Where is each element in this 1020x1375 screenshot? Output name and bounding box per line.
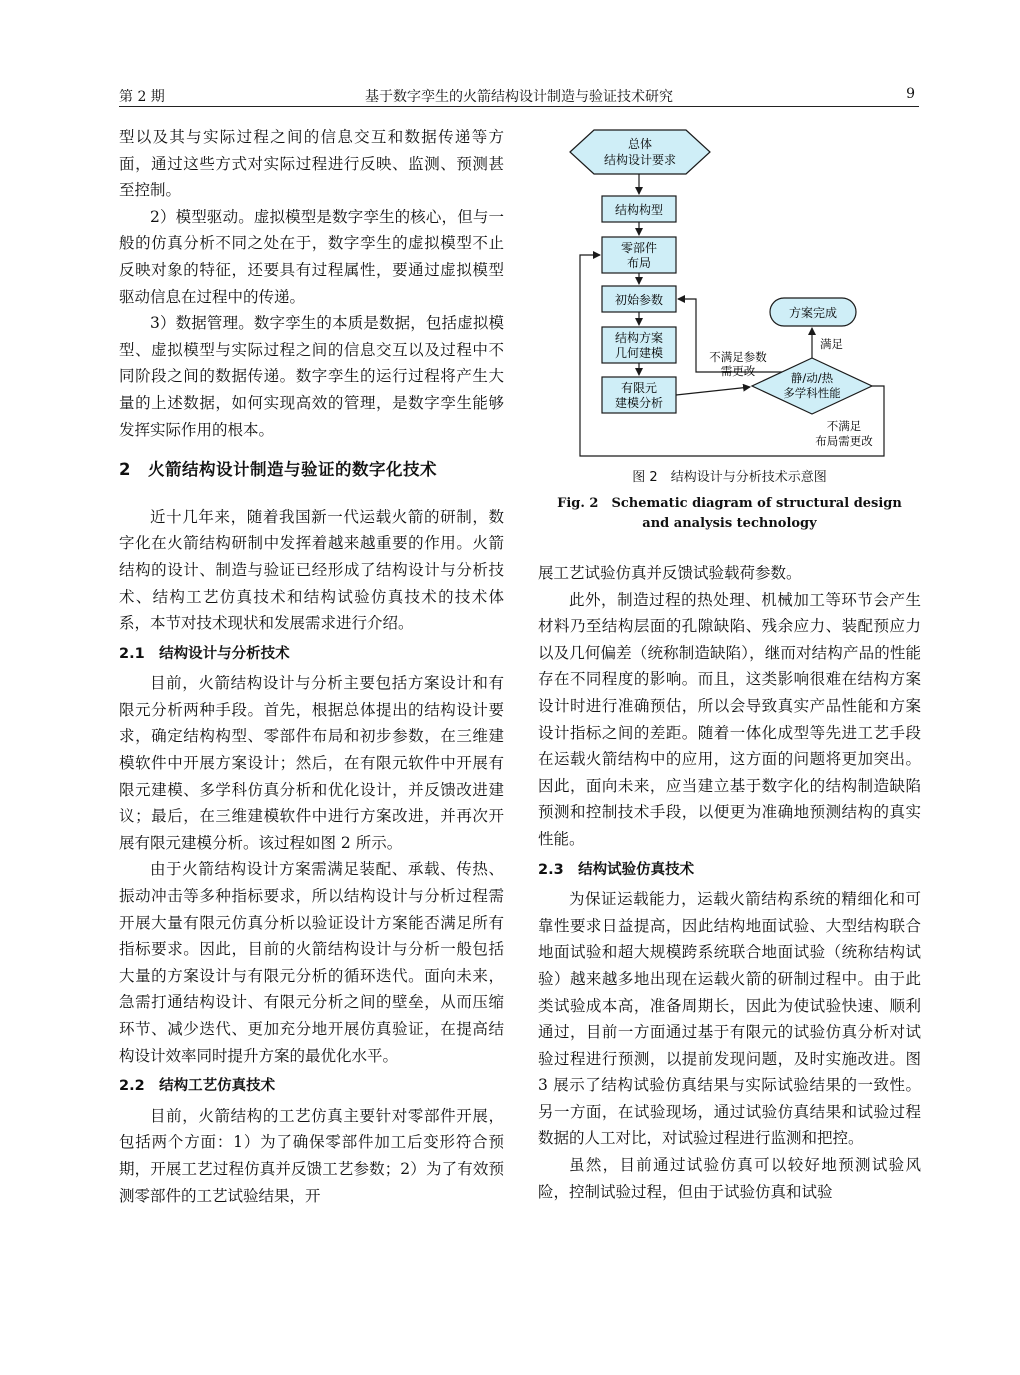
edge-label-fail-param-2: 需更改 [720, 364, 756, 378]
edge-label-fail-layout-2: 布局需更改 [815, 434, 873, 448]
flow-node-parts-line1: 零部件 [620, 241, 658, 255]
paragraph: 目前，火箭结构的工艺仿真主要针对零部件开展，包括两个方面：1）为了确保零部件加工后变形符合预期，开展工艺过程仿真并反馈工艺参数；2）为了有效预测零部件的工艺试验结果，开 [119, 1106, 504, 1205]
flow-node-config-label: 结构构型 [614, 203, 664, 217]
subsection-heading: 2.1 结构设计与分析技术 [119, 645, 290, 662]
paragraph: 为保证运载能力，运载火箭结构系统的精细化和可靠性要求日益提高，因此结构地面试验、大型结构联合地面试验和超大规模跨系统联合地面试验（统称结构试验）越来越多地出现在运载火箭的研制过程中。由于此类试验成本高，准备周期长，因此为使试验快速、顺利通过，目前一方面通过基于有限元的试验仿真分析对试验过程进行预测，以提前发现问题，及时实施改进。图 3 展示了结构试验仿真结果与实际试验结果的一致性。另一方面，在试验现场，通过试验仿真结果和试验过程数据的人工对比，对试验过程进行监测和把控。 [538, 890, 921, 1148]
flow-node-fem-line1: 有限元 [620, 381, 658, 395]
figure-caption-en-line2: and analysis technology [642, 516, 817, 531]
running-title: 基于数字孪生的火箭结构设计制造与验证技术研究 [365, 89, 673, 105]
figure-caption-cn: 图 2 结构设计与分析技术示意图 [632, 470, 827, 485]
issue-number: 第 2 期 [119, 89, 165, 105]
paragraph: 近十几年来，随着我国新一代运载火箭的研制，数字化在火箭结构研制中发挥着越来越重要的作用。火箭结构的设计、制造与验证已经形成了结构设计与分析技术、结构工艺仿真技术和结构试验仿真技术的技术体系，本节对技术现状和发展需求进行介绍。 [119, 507, 504, 633]
page-number: 9 [906, 86, 915, 102]
flow-node-check-line2: 多学科性能 [783, 386, 841, 400]
paragraph: 由于火箭结构设计方案需满足装配、承载、传热、振动冲击等多种指标要求，所以结构设计与分析过程需开展大量有限元仿真分析以验证设计方案能否满足所有指标要求。因此，目前的火箭结构设计与分析一般包括大量的方案设计与有限元分析的循环迭代。面向未来，急需打通结构设计、有限元分析之间的壁垒，从而压缩环节、减少迭代、更加充分地开展仿真验证，在提高结构设计效率同时提升方案的最优化水平。 [119, 860, 504, 1065]
paragraph: 此外，制造过程的热处理、机械加工等环节会产生材料乃至结构层面的孔隙缺陷、残余应力、装配预应力以及几何偏差（统称制造缺陷），继而对结构产品的性能存在不同程度的影响。而且，这类影响很难在结构方案设计时进行准确预估，所以会导致真实产品性能和方案设计指标之间的差距。随着一体化成型等先进工艺手段在运载火箭结构中的应用，这方面的问题将更加突出。因此，面向未来，应当建立基于数字化的结构制造缺陷预测和控制技术手段，以便更为准确地预测结构的真实性能。 [538, 590, 921, 848]
paragraph: 2）模型驱动。虚拟模型是数字孪生的核心，但与一般的仿真分析不同之处在于，数字孪生的虚拟模型不止反映对象的特征，还要具有过程属性，要通过虚拟模型驱动信息在过程中的传递。 [119, 207, 504, 306]
paragraph: 型以及其与实际过程之间的信息交互和数据传递等方面，通过这些方式对实际过程进行反映、监测、预测甚至控制。 [119, 128, 504, 200]
figure-caption-en-line1: Fig. 2 Schematic diagram of structural design [557, 496, 902, 511]
flow-node-check-line1: 静/动/热 [790, 371, 834, 385]
subsection-heading: 2.2 结构工艺仿真技术 [119, 1078, 276, 1095]
flow-node-fem-line2: 建模分析 [614, 396, 664, 410]
subsection-heading: 2.3 结构试验仿真技术 [538, 861, 695, 878]
paragraph: 展工艺试验仿真并反馈试验载荷参数。 [538, 564, 802, 582]
flow-node-parts-line2: 布局 [626, 256, 652, 270]
flow-node-geom-line2: 几何建模 [614, 346, 664, 360]
figure-2-flowchart [562, 124, 898, 460]
flow-node-done-label: 方案完成 [788, 306, 838, 320]
right-column [538, 560, 921, 1205]
running-header [119, 84, 919, 107]
flow-node-geom-line1: 结构方案 [614, 331, 664, 345]
paragraph: 目前，火箭结构设计与分析主要包括方案设计和有限元分析两种手段。首先，根据总体提出的结构设计要求，确定结构构型、零部件布局和初步参数，在三维建模软件中开展方案设计；然后，在有限元软件中开展有限元建模、多学科仿真分析和优化设计，并反馈改进建议；最后，在三维建模软件中进行方案改进，并再次开展有限元建模分析。该过程如图 2 所示。 [119, 674, 504, 852]
left-column [119, 124, 504, 1209]
flow-node-init-label: 初始参数 [614, 293, 664, 307]
paragraph: 虽然，目前通过试验仿真可以较好地预测试验风险，控制试验过程，但由于试验仿真和试验 [538, 1156, 921, 1201]
paragraph: 3）数据管理。数字孪生的本质是数据，包括虚拟模型、虚拟模型与实际过程之间的信息交互以及过程中不同阶段之间的数据传递。数字孪生的运行过程将产生大量的上述数据，如何实现高效的管理，是数字孪生能够发挥实际作用的根本。 [119, 314, 504, 439]
edge-label-fail-layout-1: 不满足 [826, 419, 862, 433]
section-heading: 2 火箭结构设计制造与验证的数字化技术 [119, 460, 437, 480]
edge-label-fail-param-1: 不满足参数 [709, 350, 767, 364]
edge-label-satisfy: 满足 [820, 337, 843, 351]
flow-node-overall-line2: 结构设计要求 [603, 153, 677, 167]
flow-node-overall-line1: 总体 [627, 137, 653, 151]
